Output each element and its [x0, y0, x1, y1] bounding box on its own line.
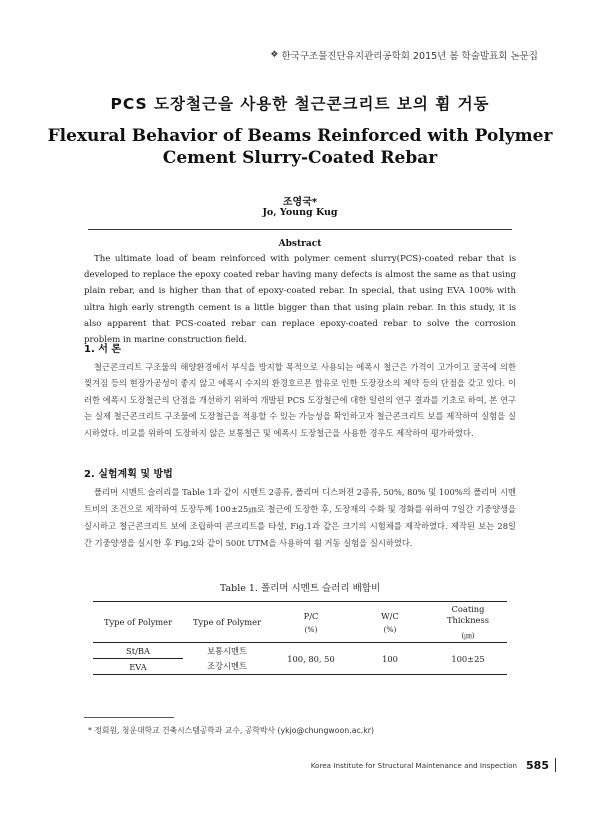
book-icon: ❖: [270, 50, 279, 60]
table-caption: Table 1. 폴리머 시멘트 슬러리 배합비: [219, 583, 381, 594]
title-english: [0, 125, 600, 169]
cell-cement: 조강시멘트: [183, 659, 271, 675]
header-pc-label: P/C: [303, 610, 319, 621]
header-pc: [271, 602, 351, 643]
section1-text: 철근콘크리트 구조물의 해양환경에서 부식을 방지할 목적으로 사용되는 에폭시 철근은 가격이 고가이고 굴곡에 의한 찢겨짐 등의 현장가공성이 좋지 않고 에폭시 수지의 환경호르몬 함유로 인한 도장장소의 제약 등의 단점을 갖고 있다. 이러한 에폭시 도장철근의 단점을 개선하기 위하여 개발된 PCS 도장철근에 대한 일련의 연구 결과를 기초로 하여, 본 연구는 실제 철근콘크리트 구조물에 도장철근을 적용할 수 있는 가능성을 확인하고자 철근콘크리트 보를 제작하여 실험을 실시하였다. 비교를 위하여 도장하지 않은 보통철근 및 에폭시 도장철근을 사용한 경우도 제작하여 평가하였다.: [84, 362, 516, 438]
author-footnote: * 정회원, 청운대학교 건축시스템공학과 교수, 공학박사 (ykjo@chungwoon.ac.kr): [88, 726, 375, 735]
header-pc-unit: (%): [304, 624, 318, 634]
cell-pc-values: 100, 80, 50: [271, 643, 351, 675]
title-english-line1: Flexural Behavior of Beams Reinforced with Polymer: [47, 126, 553, 146]
page-number: 585: [526, 758, 549, 772]
header-thickness-unit: (㎛): [461, 630, 475, 640]
journal-name: 한국구조물진단유지관리공학회 2015년 봄 학술발표회 논문집: [281, 51, 538, 62]
author-korean: 조영국*: [282, 197, 318, 208]
header-thickness: [429, 602, 507, 643]
section1-heading: 1. 서 론: [84, 344, 122, 355]
cell-cement: 보통시멘트: [206, 645, 248, 656]
header-wc-label: W/C: [381, 610, 399, 621]
page-footer: [311, 758, 556, 772]
mix-proportion-table: [93, 601, 507, 675]
cell-polymer: EVA: [93, 659, 183, 675]
footnote-divider: [84, 717, 174, 718]
header-polymer: Type of Polymer: [93, 602, 183, 643]
header-thickness-label: Coating Thickness: [447, 603, 489, 625]
footer-institute: Korea Institute for Structural Maintenance and Inspection: [310, 760, 518, 770]
cell-wc-value: 100: [351, 643, 429, 675]
cell-thickness-value: 100±25: [429, 643, 507, 675]
header-wc: [351, 602, 429, 643]
title-english-line2: Cement Slurry-Coated Rebar: [162, 148, 438, 168]
section2-heading: 2. 실험계획 및 방법: [84, 469, 173, 480]
footer-divider: [555, 758, 556, 772]
title-korean: PCS 도장철근을 사용한 철근콘크리트 보의 휨 거동: [110, 95, 490, 113]
cell-polymer: St/BA: [93, 643, 183, 659]
abstract-text: The ultimate load of beam reinforced with polymer cement slurry(PCS)-coated rebar that is developed to replace the epoxy coated rebar having many defects is almost the same as that using plain rebar, and is higher than that of epoxy-coated rebar. In special, that using EVA 100% with ultra high early strength cement is a little bigger than that using plain rebar. In this study, it is also apparent that PCS-coated rebar can replace epoxy-coated rebar to solve the corrosion problem in marine construction field.: [84, 254, 516, 346]
abstract-heading: Abstract: [278, 239, 322, 249]
abstract-divider: [88, 229, 512, 230]
header-wc-unit: (%): [383, 624, 397, 634]
table-header-row: [93, 602, 507, 643]
table-row: [93, 643, 507, 659]
journal-header: [270, 48, 538, 62]
author-english: Jo, Young Kug: [262, 207, 338, 218]
header-cement: Type of Polymer: [183, 602, 271, 643]
section2-text: 폴리머 시멘트 슬러리를 Table 1과 같이 시멘트 2종류, 폴리머 디스퍼젼 2종류, 50%, 80% 및 100%의 폴리머 시멘트비의 조건으로 제작하여 도장두께 100±25㎛로 철근에 도장한 후, 도장재의 수화 및 경화를 위하여 7일간 기중양생을 실시하고 철근콘크리트 보에 조립하여 콘크리트를 타설, Fig.1과 같은 크기의 시험체를 제작하였다. 제작된 보는 28일간 기중양생을 실시한 후 Fig.2와 같이 500t UTM을 사용하여 휨 거동 실험을 실시하였다.: [84, 487, 516, 548]
